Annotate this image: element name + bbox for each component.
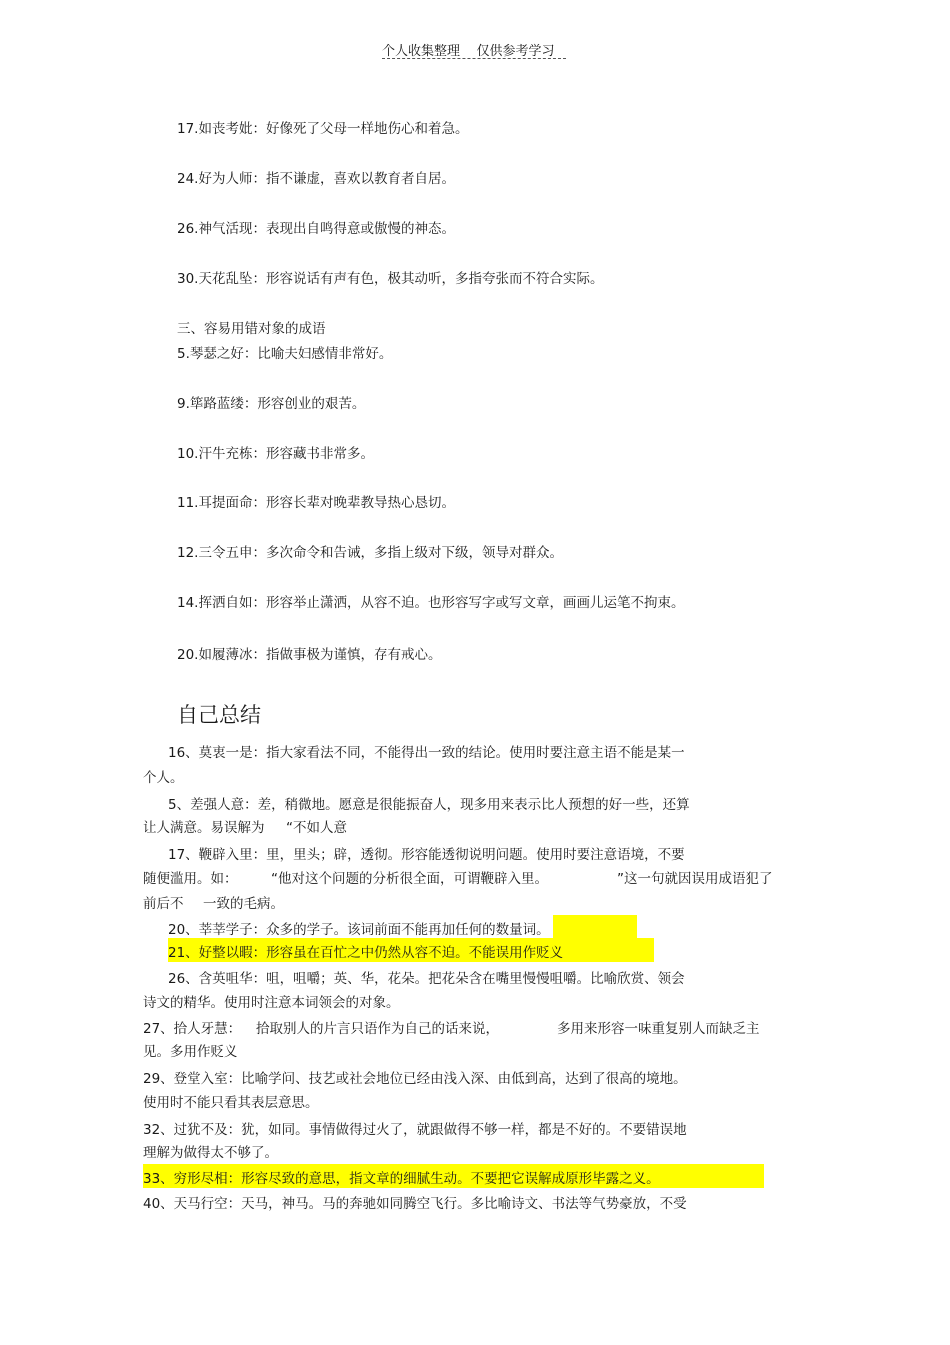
- summary-entry: 32、过犹不及：犹，如同。事情做得过火了，就跟做得不够一样，都是不好的。不要错误地: [143, 1122, 687, 1138]
- highlight-mark: [553, 915, 637, 938]
- summary-entry: 让人满意。易误解为: [143, 820, 265, 836]
- summary-entry: 29、登堂入室：比喻学问、技艺或社会地位已经由浅入深、由低到高，达到了很高的境地。: [143, 1071, 687, 1087]
- summary-entry: 5、差强人意：差，稍微地。愿意是很能振奋人，现多用来表示比人预想的好一些，还算: [168, 797, 690, 813]
- summary-entry: 见。多用作贬义: [143, 1044, 238, 1060]
- page-header: 个人收集整理 仅供参考学习: [382, 44, 555, 59]
- summary-entry: 前后不: [143, 896, 184, 912]
- entry-text: 5.琴瑟之好：比喻夫妇感情非常好。: [177, 346, 393, 362]
- section-heading: 三、容易用错对象的成语: [177, 321, 326, 337]
- summary-entry-highlighted: 21、好整以暇：形容虽在百忙之中仍然从容不迫。不能误用作贬义: [168, 945, 564, 961]
- summary-entry: 个人。: [143, 770, 184, 786]
- summary-entry: 诗文的精华。使用时注意本词领会的对象。: [143, 995, 400, 1011]
- summary-entry: 拾取别人的片言只语作为自己的话来说，: [256, 1021, 499, 1037]
- summary-entry: 26、含英咀华：咀，咀嚼；英、华，花朵。把花朵含在嘴里慢慢咀嚼。比喻欣赏、领会: [168, 971, 685, 987]
- summary-entry: 理解为做得太不够了。: [143, 1145, 278, 1161]
- entry-text: 20.如履薄冰：指做事极为谨慎，存有戒心。: [177, 647, 442, 663]
- entry-text: 24.好为人师：指不谦虚，喜欢以教育者自居。: [177, 171, 455, 187]
- summary-entry: 多用来形容一味重复别人而缺乏主: [557, 1021, 760, 1037]
- entry-text: 9.筚路蓝缕：形容创业的艰苦。: [177, 396, 366, 412]
- summary-entry-highlighted: 33、穷形尽相：形容尽致的意思，指文章的细腻生动。不要把它误解成原形毕露之义。: [143, 1171, 660, 1187]
- summary-entry: 17、鞭辟入里：里，里头；辟，透彻。形容能透彻说明问题。使用时要注意语境，不要: [168, 847, 685, 863]
- summary-entry: 40、天马行空：天马，神马。马的奔驰如同腾空飞行。多比喻诗文、书法等气势豪放，不受: [143, 1196, 687, 1212]
- header-divider: [382, 58, 566, 59]
- entry-text: 12.三令五申：多次命令和告诫，多指上级对下级，领导对群众。: [177, 545, 563, 561]
- summary-entry: ”这一句就因误用成语犯了: [617, 871, 773, 887]
- summary-entry: 27、拾人牙慧：: [143, 1021, 242, 1037]
- summary-entry: 20、莘莘学子：众多的学子。该词前面不能再加任何的数量词。: [168, 922, 550, 938]
- summary-entry: “不如人意: [286, 820, 347, 836]
- entry-text: 11.耳提面命：形容长辈对晚辈教导热心恳切。: [177, 495, 455, 511]
- summary-entry: 一致的毛病。: [203, 896, 284, 912]
- entry-text: 14.挥洒自如：形容举止潇洒，从容不迫。也形容写字或写文章，画画儿运笔不拘束。: [177, 595, 685, 611]
- entry-text: 17.如丧考妣：好像死了父母一样地伤心和着急。: [177, 121, 469, 137]
- summary-entry: 使用时不能只看其表层意思。: [143, 1095, 319, 1111]
- summary-entry: “他对这个问题的分析很全面，可谓鞭辟入里。: [271, 871, 548, 887]
- entry-text: 26.神气活现：表现出自鸣得意或傲慢的神态。: [177, 221, 455, 237]
- summary-entry: 16、莫衷一是：指大家看法不同，不能得出一致的结论。使用时要注意主语不能是某一: [168, 745, 685, 761]
- entry-text: 10.汗牛充栋：形容藏书非常多。: [177, 446, 374, 462]
- summary-entry: 随便滥用。如：: [143, 871, 238, 887]
- summary-title: 自己总结: [177, 703, 261, 727]
- entry-text: 30.天花乱坠：形容说话有声有色，极其动听，多指夸张而不符合实际。: [177, 271, 604, 287]
